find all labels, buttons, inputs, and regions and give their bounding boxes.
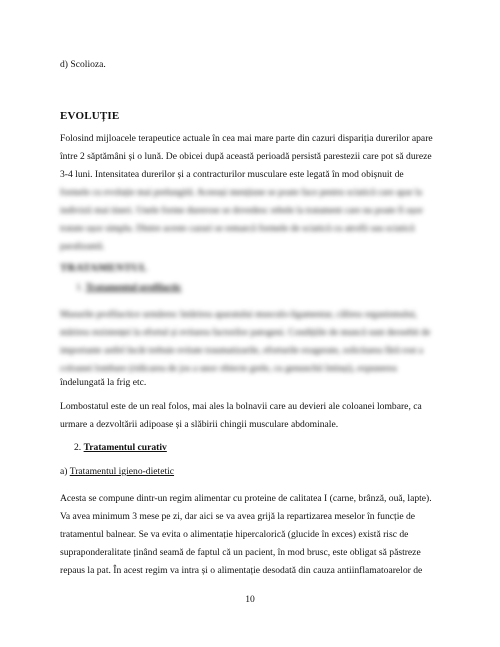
subheading-number: 1.	[76, 282, 84, 293]
dietetic-line-2: Va avea minimum 3 mese pe zi, dar aici se va avea grijă la repartizarea meselor în funcție de	[60, 511, 416, 522]
subheading-prefix: a)	[60, 466, 68, 477]
subheading-label: Tratamentul igieno-dietetic	[69, 466, 175, 477]
subheading-label: Tratamentul curativ	[83, 442, 167, 453]
evolutie-line-2: între 2 săptămâni și o lună. De obicei după această perioadă persistă parestezii care pot să dureze	[60, 151, 432, 162]
subheading-number: 2.	[74, 442, 82, 453]
profilactic-blurred-line-4: coloanei lombare (ridicarea de jos a unor obiecte grele, cu genunchii întinși), expunerea	[60, 363, 397, 374]
dietetic-line-5: repaus la pat. În acest regim va intra și o alimentație desodată din cauza antiinflamatoarelor de	[60, 565, 423, 576]
profilactic-blurred-line-3: importante astfel încât trebuie evitate traumatizarile, eforturile exagerate, solicitarea fără rost a	[60, 345, 424, 356]
evolutie-blurred-line-4: paralizantă.	[60, 241, 105, 252]
heading-tratamentul: TRATAMENTUL	[60, 262, 148, 274]
evolutie-blurred-line-2: indivizii mai tineri. Unele forme durerose se dovedesc rebele la tratament care nu poate fi ușor	[60, 205, 423, 216]
evolutie-line-3: 3-4 luni. Intensitatea durerilor și a contracturilor musculare este legată în mod obișnuit de	[60, 169, 404, 180]
evolutie-line-1: Folosind mijloacele terapeutice actuale în cea mai mare parte din cazuri dispariția durerilor apare	[60, 133, 433, 144]
evolutie-blurred-line-3: tratate ușor simplu. Dintre aceste cazuri se remarcă formele de sciatică cu atrofii sau sciatică	[60, 223, 415, 234]
heading-evolutie: EVOLUȚIE	[60, 110, 120, 122]
dietetic-line-4: supraponderalitate ținând seamă de faptul că un pacient, în mod brusc, este obligat să păstreze	[60, 547, 421, 558]
subheading-igieno-dietetic	[60, 466, 174, 477]
lombostat-line-2: urmare a dezvoltării adipoase și a slăbirii chingii musculare abdominale.	[60, 419, 339, 430]
profilactic-blurred-line-2: mărirea rezistenței la efortul și evitarea factorilor patogeni. Condițiile de muncă sunt deosebit de	[60, 327, 431, 338]
subheading-curativ	[74, 442, 167, 453]
dietetic-line-3: tratamentul balnear. Se va evita o alimentație hipercalorică (glucide în exces) există risc de	[60, 529, 409, 540]
page-number: 10	[245, 594, 255, 605]
lombostat-line-1: Lombostatul este de un real folos, mai ales la bolnavii care au devieri ale coloanei lombare, ca	[60, 401, 422, 412]
list-item-scolioza: d) Scolioza.	[60, 59, 106, 70]
profilactic-end-line: îndelungată la frig etc.	[60, 377, 147, 388]
dietetic-line-1: Acesta se compune dintr-un regim alimentar cu proteine de calitatea I (carne, brânză, ouă, lapte).	[60, 493, 432, 504]
profilactic-blurred-line-1: Masurile profilactice urmăresc întărirea aparatului musculo-ligamentar, călirea organismului,	[60, 309, 418, 320]
evolutie-blurred-line-1: formele cu evoluție mai prelungită. Aceeași mențiune se poate face pentru sciatică care apar la	[60, 187, 422, 198]
subheading-profilactic	[76, 282, 181, 293]
subheading-label: Tratamentul profilactic	[85, 282, 182, 293]
